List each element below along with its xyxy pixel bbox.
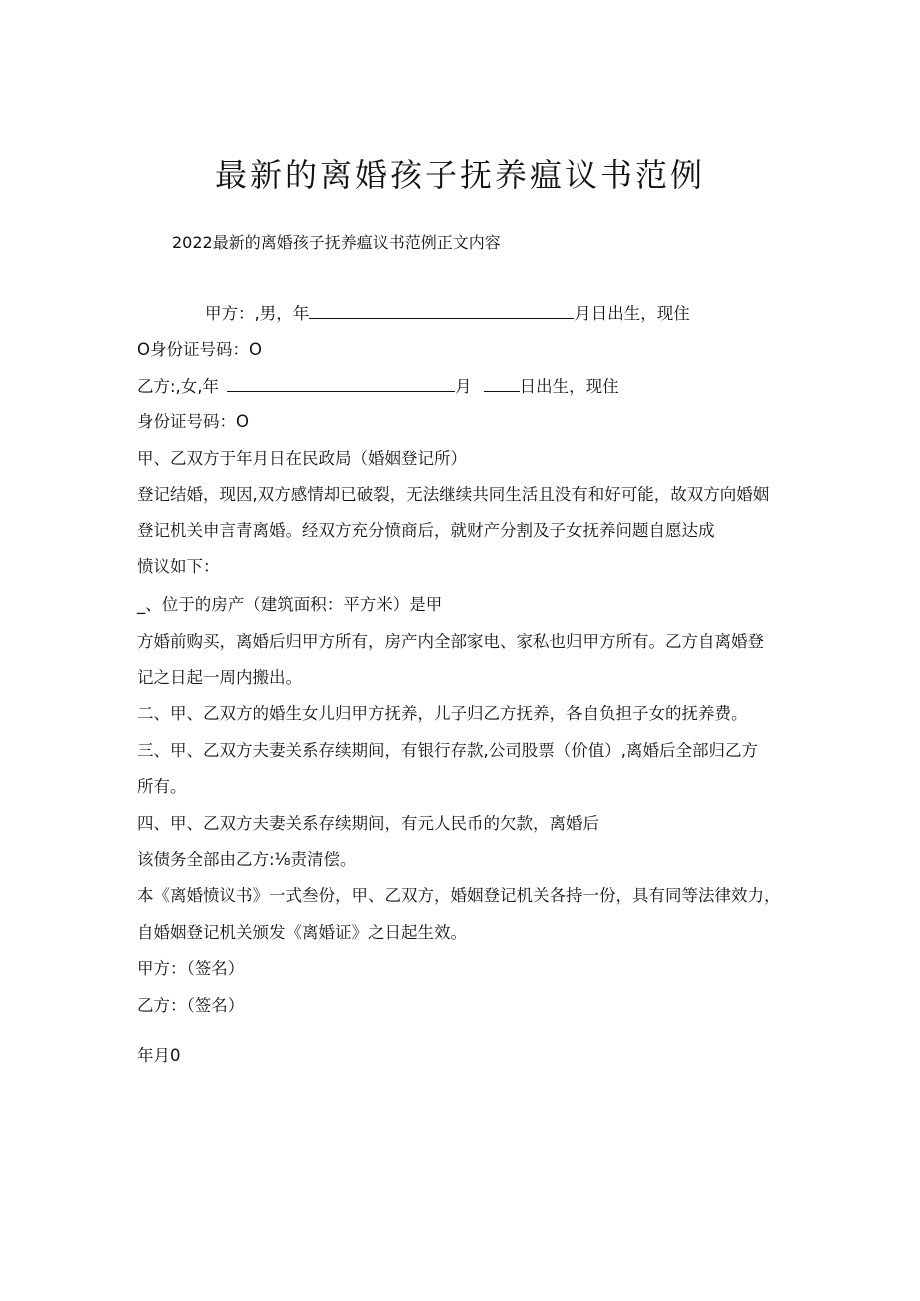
party-a-line xyxy=(205,302,690,325)
party-b-signature: 乙方：（签名） xyxy=(137,996,245,1015)
party-a-prefix: 甲方：,男，年 xyxy=(205,304,310,323)
paragraph-line: 二、甲、乙双方的婚生女儿归甲方抚养，儿子归乙方抚养，各自负担子女的抚养费。 xyxy=(137,704,748,723)
document-title: 最新的离婚孩子抚养瘟议书范例 xyxy=(214,156,705,194)
party-b-line xyxy=(137,375,619,398)
paragraph-line: 四、甲、乙双方夫妻关系存续期间，有元人民币的欠款，离婚后 xyxy=(137,814,599,833)
paragraph-line: 方婚前购买，离婚后归甲方所有，房产内全部家电、家私也归甲方所有。乙方自离婚登 xyxy=(137,632,764,651)
paragraph-line: 该债务全部由乙方:⅛责清偿。 xyxy=(137,850,357,869)
paragraph-line: 所有。 xyxy=(137,777,187,796)
paragraph-line: 记之日起一周内搬出。 xyxy=(137,668,302,687)
paragraph-line: 自婚姻登记机关颁发《离婚证》之日起生效。 xyxy=(137,923,467,942)
birth-day-blank-b xyxy=(484,375,520,392)
paragraph-line: 登记机关申言青离婚。经双方充分愤商后，就财产分割及子女抚养问题自愿达成 xyxy=(137,521,715,540)
party-a-signature: 甲方：（签名） xyxy=(137,959,245,978)
birth-year-blank xyxy=(309,302,574,319)
party-a-suffix: 月日出生，现住 xyxy=(574,304,690,323)
paragraph-line: _、位于的房产（建筑面积：平方米）是甲 xyxy=(137,595,443,614)
party-b-prefix: 乙方:,女,年 xyxy=(137,377,220,396)
party-b-suffix: 日出生，现住 xyxy=(519,377,619,396)
party-b-month: 月 xyxy=(455,377,472,396)
date-line: 年月0 xyxy=(137,1046,181,1065)
birth-year-blank-b xyxy=(227,375,455,392)
paragraph-line: 三、甲、乙双方夫妻关系存续期间，有银行存款,公司股票（价值）,离婚后全部归乙方 xyxy=(137,741,758,760)
paragraph-line: 登记结婚，现因,双方感情却已破裂，无法继续共同生活且没有和好可能，故双方向婚姻 xyxy=(137,485,770,504)
paragraph-line: 甲、乙双方于年月日在民政局（婚姻登记所） xyxy=(137,449,467,468)
paragraph-line: 愤议如下： xyxy=(137,557,220,576)
party-b-id: 身份证号码：O xyxy=(137,412,249,431)
paragraph-line: 本《离婚愤议书》一式叁份，甲、乙双方，婚姻登记机关各持一份，具有同等法律效力， xyxy=(137,886,781,905)
party-a-id: O身份证号码：O xyxy=(137,340,262,359)
document-subtitle: 2022最新的离婚孩子抚养瘟议书范例正文内容 xyxy=(172,233,501,252)
